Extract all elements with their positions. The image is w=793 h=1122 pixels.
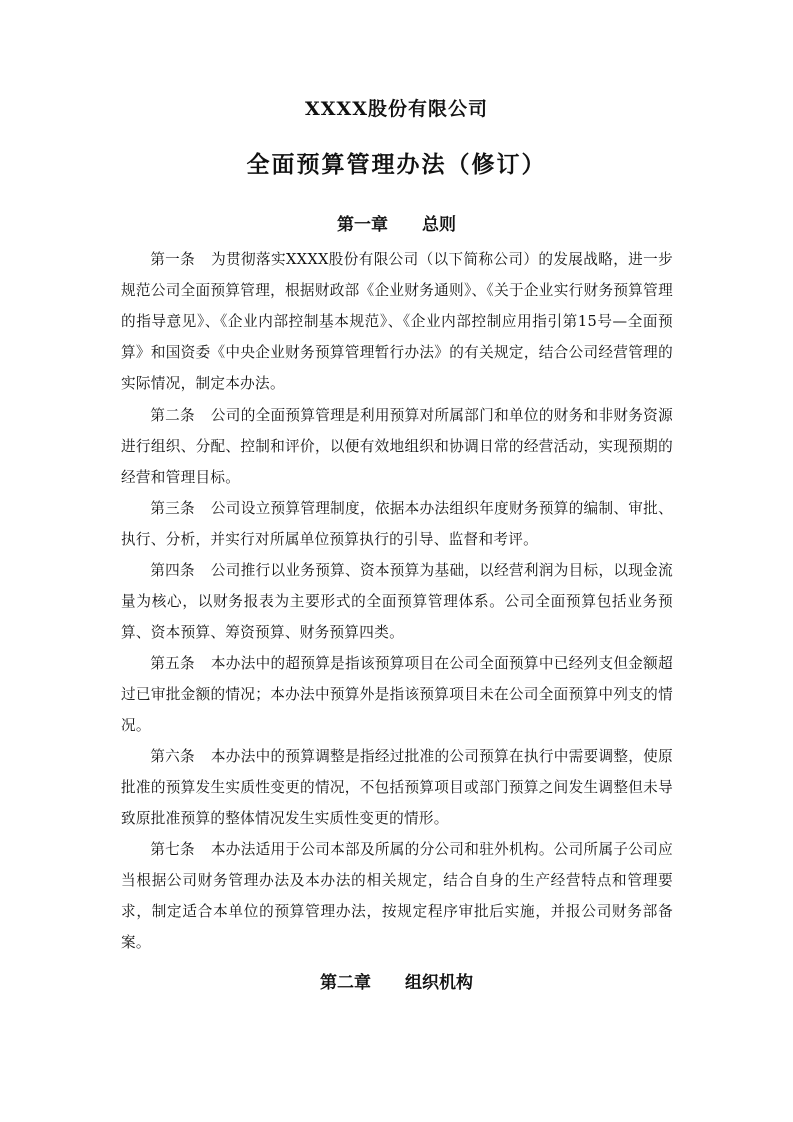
article-6 xyxy=(121,741,673,834)
article-5 xyxy=(121,648,673,741)
article-text: 为贯彻落实XXXX股份有限公司（以下简称公司）的发展战略，进一步规范公司全面预算管理，根据财政部《企业财务通则》、《关于企业实行财务预算管理的指导意见》、《企业内部控制基本规范》、《企业内部控制应用指引第15号—全面预算》和国资委《中央企业财务预算管理暂行办法》的有关规定，结合公司经营管理的实际情况，制定本办法。 xyxy=(121,251,673,392)
company-name: XXXX股份有限公司 xyxy=(305,98,488,120)
article-text: 本办法适用于公司本部及所属的分公司和驻外机构。公司所属子公司应当根据公司财务管理办法及本办法的相关规定，结合自身的生产经营特点和管理要求，制定适合本单位的预算管理办法，按规定程序审批后实施，并报公司财务部备案。 xyxy=(121,841,673,951)
article-3 xyxy=(121,493,673,555)
article-4 xyxy=(121,555,673,648)
chapter-name: 总则 xyxy=(422,215,456,235)
article-2 xyxy=(121,400,673,493)
article-label: 第四条 xyxy=(150,562,195,579)
article-label: 第一条 xyxy=(150,251,196,268)
article-text: 公司推行以业务预算、资本预算为基础，以经营利润为目标，以现金流量为核心，以财务报表为主要形式的全面预算管理体系。公司全面预算包括业务预算、资本预算、筹资预算、财务预算四类。 xyxy=(121,562,673,641)
article-label: 第五条 xyxy=(150,655,195,672)
chapter-name: 组织机构 xyxy=(405,973,473,993)
chapter-heading-2 xyxy=(0,968,793,993)
article-text: 公司的全面预算管理是利用预算对所属部门和单位的财务和非财务资源进行组织、分配、控制和评价，以便有效地组织和协调日常的经营活动，实现预期的经营和管理目标。 xyxy=(121,407,673,486)
chapter-number: 第一章 xyxy=(337,215,388,235)
article-text: 本办法中的超预算是指该预算项目在公司全面预算中已经列支但金额超过已审批金额的情况；本办法中预算外是指该预算项目未在公司全面预算中列支的情况。 xyxy=(121,655,673,734)
article-label: 第七条 xyxy=(150,841,195,858)
chapter-number: 第二章 xyxy=(320,973,371,993)
article-label: 第六条 xyxy=(150,748,195,765)
article-text: 本办法中的预算调整是指经过批准的公司预算在执行中需要调整，使原批准的预算发生实质性变更的情况，不包括预算项目或部门预算之间发生调整但未导致原批准预算的整体情况发生实质性变更的情形。 xyxy=(121,748,673,827)
chapter-heading-1 xyxy=(0,210,793,235)
article-label: 第二条 xyxy=(150,407,195,424)
article-label: 第三条 xyxy=(150,500,195,517)
article-1 xyxy=(121,244,673,399)
article-text: 公司设立预算管理制度，依据本办法组织年度财务预算的编制、审批、执行、分析，并实行对所属单位预算执行的引导、监督和考评。 xyxy=(121,500,673,548)
article-7 xyxy=(121,834,673,958)
document-title: 全面预算管理办法（修订） xyxy=(246,151,547,178)
